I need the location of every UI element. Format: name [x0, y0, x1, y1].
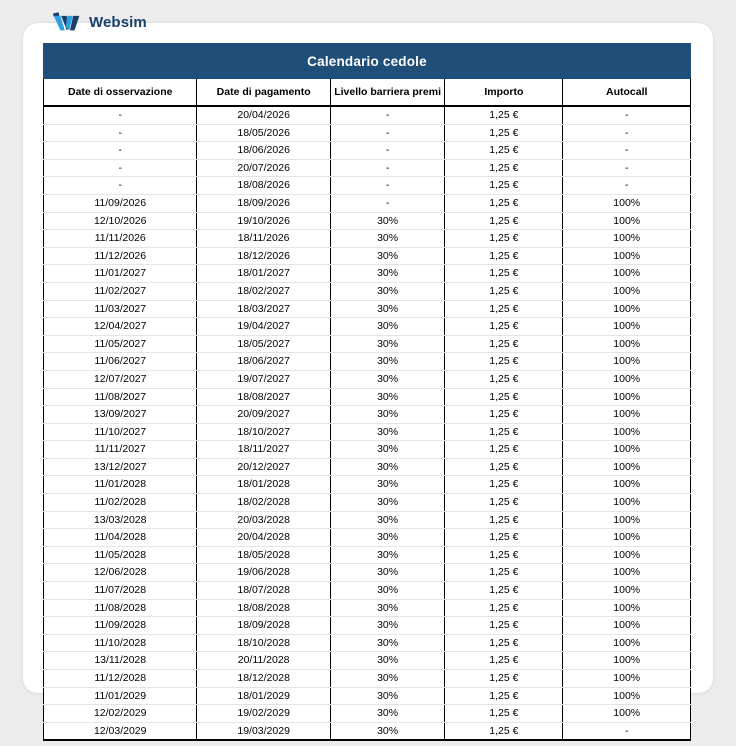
cell-importo: 1,25 € — [445, 670, 563, 688]
table-head — [44, 44, 691, 107]
cell-livello-barriera-premi: 30% — [330, 687, 445, 705]
cell-livello-barriera-premi: - — [330, 194, 445, 212]
cell-date-pagamento: 18/02/2027 — [197, 282, 330, 300]
cell-date-osservazione: 13/09/2027 — [44, 406, 197, 424]
cell-date-pagamento: 20/11/2028 — [197, 652, 330, 670]
cell-date-osservazione: 11/01/2028 — [44, 476, 197, 494]
cell-livello-barriera-premi: 30% — [330, 353, 445, 371]
cell-importo: 1,25 € — [445, 722, 563, 740]
cell-date-osservazione: - — [44, 159, 197, 177]
cell-importo: 1,25 € — [445, 564, 563, 582]
cell-date-pagamento: 18/12/2028 — [197, 670, 330, 688]
table-row — [44, 546, 691, 564]
cell-autocall: 100% — [563, 441, 691, 459]
cell-autocall: 100% — [563, 318, 691, 336]
cell-autocall: 100% — [563, 687, 691, 705]
table-row — [44, 142, 691, 160]
cell-autocall: 100% — [563, 335, 691, 353]
cell-date-osservazione: 11/02/2027 — [44, 282, 197, 300]
cell-importo: 1,25 € — [445, 282, 563, 300]
table-row — [44, 124, 691, 142]
cell-date-osservazione: 11/09/2026 — [44, 194, 197, 212]
cell-date-osservazione: 11/05/2027 — [44, 335, 197, 353]
calendario-cedole-table — [43, 43, 691, 741]
cell-livello-barriera-premi: - — [330, 159, 445, 177]
cell-date-osservazione: 13/03/2028 — [44, 511, 197, 529]
table-row — [44, 406, 691, 424]
cell-importo: 1,25 € — [445, 582, 563, 600]
table-row — [44, 458, 691, 476]
cell-importo: 1,25 € — [445, 529, 563, 547]
cell-date-pagamento: 18/11/2027 — [197, 441, 330, 459]
cell-autocall: 100% — [563, 458, 691, 476]
cell-date-osservazione: 12/10/2026 — [44, 212, 197, 230]
table-row — [44, 494, 691, 512]
cell-autocall: - — [563, 177, 691, 195]
cell-date-pagamento: 18/11/2026 — [197, 230, 330, 248]
column-header-date-osservazione[interactable]: Date di osservazione — [44, 79, 197, 107]
cell-importo: 1,25 € — [445, 177, 563, 195]
cell-livello-barriera-premi: 30% — [330, 406, 445, 424]
table-row — [44, 370, 691, 388]
cell-date-osservazione: 11/03/2027 — [44, 300, 197, 318]
column-header-livello-barriera-premi[interactable]: Livello barriera premi — [330, 79, 445, 107]
cell-date-osservazione: 11/04/2028 — [44, 529, 197, 547]
cell-date-pagamento: 18/05/2027 — [197, 335, 330, 353]
table-row — [44, 318, 691, 336]
cell-importo: 1,25 € — [445, 212, 563, 230]
cell-date-pagamento: 20/12/2027 — [197, 458, 330, 476]
cell-autocall: 100% — [563, 194, 691, 212]
cell-date-pagamento: 19/07/2027 — [197, 370, 330, 388]
cell-importo: 1,25 € — [445, 370, 563, 388]
cell-date-pagamento: 18/01/2028 — [197, 476, 330, 494]
cell-livello-barriera-premi: 30% — [330, 335, 445, 353]
cell-livello-barriera-premi: 30% — [330, 318, 445, 336]
cell-date-osservazione: 11/01/2029 — [44, 687, 197, 705]
table-row — [44, 705, 691, 723]
table-row — [44, 194, 691, 212]
table-row — [44, 335, 691, 353]
table-row — [44, 159, 691, 177]
cell-importo: 1,25 € — [445, 388, 563, 406]
cell-date-pagamento: 20/04/2028 — [197, 529, 330, 547]
table-row — [44, 230, 691, 248]
cell-date-osservazione: - — [44, 106, 197, 124]
cell-livello-barriera-premi: 30% — [330, 705, 445, 723]
cell-date-osservazione: 13/12/2027 — [44, 458, 197, 476]
table-title-row — [44, 44, 691, 79]
cell-livello-barriera-premi: 30% — [330, 247, 445, 265]
cell-autocall: 100% — [563, 617, 691, 635]
cell-importo: 1,25 € — [445, 617, 563, 635]
table-row — [44, 212, 691, 230]
cell-livello-barriera-premi: 30% — [330, 370, 445, 388]
cell-livello-barriera-premi: 30% — [330, 423, 445, 441]
cell-date-osservazione: 11/06/2027 — [44, 353, 197, 371]
cell-importo: 1,25 € — [445, 300, 563, 318]
cell-livello-barriera-premi: 30% — [330, 582, 445, 600]
cell-livello-barriera-premi: 30% — [330, 670, 445, 688]
cell-livello-barriera-premi: 30% — [330, 476, 445, 494]
cell-date-pagamento: 19/02/2029 — [197, 705, 330, 723]
brand-logo[interactable] — [52, 8, 147, 36]
cell-livello-barriera-premi: 30% — [330, 494, 445, 512]
cell-date-osservazione: - — [44, 177, 197, 195]
cell-autocall: 100% — [563, 212, 691, 230]
cell-date-pagamento: 19/03/2029 — [197, 722, 330, 740]
cell-date-pagamento: 18/08/2027 — [197, 388, 330, 406]
cell-autocall: - — [563, 106, 691, 124]
cell-importo: 1,25 € — [445, 652, 563, 670]
cell-date-osservazione: 12/04/2027 — [44, 318, 197, 336]
cell-livello-barriera-premi: 30% — [330, 265, 445, 283]
cell-autocall: 100% — [563, 511, 691, 529]
cell-date-osservazione: 11/09/2028 — [44, 617, 197, 635]
table-row — [44, 652, 691, 670]
table-row — [44, 106, 691, 124]
cell-importo: 1,25 € — [445, 247, 563, 265]
cell-autocall: - — [563, 142, 691, 160]
cell-date-osservazione: 12/06/2028 — [44, 564, 197, 582]
column-header-date-pagamento[interactable]: Date di pagamento — [197, 79, 330, 107]
cell-autocall: 100% — [563, 634, 691, 652]
cell-date-pagamento: 18/03/2027 — [197, 300, 330, 318]
cell-livello-barriera-premi: 30% — [330, 300, 445, 318]
cell-livello-barriera-premi: 30% — [330, 282, 445, 300]
cell-importo: 1,25 € — [445, 476, 563, 494]
cell-autocall: 100% — [563, 670, 691, 688]
cell-autocall: 100% — [563, 353, 691, 371]
cell-date-osservazione: 11/01/2027 — [44, 265, 197, 283]
cell-livello-barriera-premi: 30% — [330, 564, 445, 582]
cell-importo: 1,25 € — [445, 423, 563, 441]
cell-date-osservazione: 11/08/2028 — [44, 599, 197, 617]
cell-livello-barriera-premi: - — [330, 177, 445, 195]
cell-importo: 1,25 € — [445, 511, 563, 529]
cell-livello-barriera-premi: 30% — [330, 388, 445, 406]
cell-date-pagamento: 18/09/2026 — [197, 194, 330, 212]
cell-livello-barriera-premi: 30% — [330, 599, 445, 617]
cell-date-pagamento: 18/05/2028 — [197, 546, 330, 564]
table-row — [44, 476, 691, 494]
table-row — [44, 599, 691, 617]
cell-date-pagamento: 18/05/2026 — [197, 124, 330, 142]
cell-date-osservazione: 11/11/2027 — [44, 441, 197, 459]
cell-date-pagamento: 18/02/2028 — [197, 494, 330, 512]
websim-w-logo-icon — [52, 11, 82, 33]
cell-importo: 1,25 € — [445, 159, 563, 177]
table-title: Calendario cedole — [44, 44, 691, 79]
cell-importo: 1,25 € — [445, 599, 563, 617]
cell-livello-barriera-premi: - — [330, 106, 445, 124]
cell-date-pagamento: 19/10/2026 — [197, 212, 330, 230]
cell-importo: 1,25 € — [445, 441, 563, 459]
cell-importo: 1,25 € — [445, 705, 563, 723]
cell-date-osservazione: 11/02/2028 — [44, 494, 197, 512]
cell-autocall: 100% — [563, 370, 691, 388]
table-row — [44, 423, 691, 441]
cell-date-osservazione: 11/12/2026 — [44, 247, 197, 265]
cell-livello-barriera-premi: 30% — [330, 634, 445, 652]
cell-autocall: 100% — [563, 529, 691, 547]
calendario-cedole-table-wrap — [43, 43, 691, 741]
cell-date-pagamento: 18/07/2028 — [197, 582, 330, 600]
brand-name: Websim — [89, 13, 147, 31]
cell-autocall: 100% — [563, 652, 691, 670]
table-column-header-row — [44, 79, 691, 107]
cell-livello-barriera-premi: 30% — [330, 546, 445, 564]
cell-autocall: 100% — [563, 300, 691, 318]
cell-date-pagamento: 18/01/2027 — [197, 265, 330, 283]
cell-livello-barriera-premi: 30% — [330, 652, 445, 670]
cell-autocall: - — [563, 124, 691, 142]
cell-importo: 1,25 € — [445, 687, 563, 705]
cell-livello-barriera-premi: 30% — [330, 511, 445, 529]
cell-autocall: - — [563, 722, 691, 740]
column-header-importo[interactable]: Importo — [445, 79, 563, 107]
cell-date-pagamento: 19/04/2027 — [197, 318, 330, 336]
cell-livello-barriera-premi: - — [330, 142, 445, 160]
cell-importo: 1,25 € — [445, 458, 563, 476]
cell-livello-barriera-premi: 30% — [330, 617, 445, 635]
cell-date-osservazione: 12/03/2029 — [44, 722, 197, 740]
cell-importo: 1,25 € — [445, 335, 563, 353]
cell-date-pagamento: 18/10/2027 — [197, 423, 330, 441]
cell-importo: 1,25 € — [445, 318, 563, 336]
table-row — [44, 441, 691, 459]
cell-date-osservazione: - — [44, 142, 197, 160]
cell-importo: 1,25 € — [445, 194, 563, 212]
cell-autocall: - — [563, 159, 691, 177]
cell-importo: 1,25 € — [445, 265, 563, 283]
cell-importo: 1,25 € — [445, 106, 563, 124]
cell-date-osservazione: 12/07/2027 — [44, 370, 197, 388]
cell-importo: 1,25 € — [445, 230, 563, 248]
cell-date-pagamento: 19/06/2028 — [197, 564, 330, 582]
table-row — [44, 722, 691, 740]
table-row — [44, 388, 691, 406]
cell-date-osservazione: 11/10/2028 — [44, 634, 197, 652]
cell-livello-barriera-premi: 30% — [330, 212, 445, 230]
table-row — [44, 300, 691, 318]
cell-date-pagamento: 18/08/2028 — [197, 599, 330, 617]
cell-autocall: 100% — [563, 282, 691, 300]
cell-importo: 1,25 € — [445, 494, 563, 512]
table-body — [44, 106, 691, 740]
cell-livello-barriera-premi: 30% — [330, 230, 445, 248]
table-row — [44, 511, 691, 529]
table-row — [44, 564, 691, 582]
cell-date-osservazione: 11/10/2027 — [44, 423, 197, 441]
cell-date-pagamento: 18/08/2026 — [197, 177, 330, 195]
cell-autocall: 100% — [563, 494, 691, 512]
cell-autocall: 100% — [563, 230, 691, 248]
cell-date-osservazione: 13/11/2028 — [44, 652, 197, 670]
table-row — [44, 265, 691, 283]
cell-date-pagamento: 18/10/2028 — [197, 634, 330, 652]
table-row — [44, 177, 691, 195]
cell-autocall: 100% — [563, 546, 691, 564]
cell-date-osservazione: - — [44, 124, 197, 142]
column-header-autocall[interactable]: Autocall — [563, 79, 691, 107]
cell-livello-barriera-premi: - — [330, 124, 445, 142]
table-row — [44, 617, 691, 635]
cell-importo: 1,25 € — [445, 634, 563, 652]
table-row — [44, 582, 691, 600]
cell-livello-barriera-premi: 30% — [330, 441, 445, 459]
cell-date-osservazione: 11/07/2028 — [44, 582, 197, 600]
cell-autocall: 100% — [563, 247, 691, 265]
table-row — [44, 282, 691, 300]
cell-date-pagamento: 18/09/2028 — [197, 617, 330, 635]
table-row — [44, 634, 691, 652]
cell-date-osservazione: 11/12/2028 — [44, 670, 197, 688]
cell-autocall: 100% — [563, 582, 691, 600]
cell-date-osservazione: 12/02/2029 — [44, 705, 197, 723]
table-row — [44, 353, 691, 371]
table-row — [44, 529, 691, 547]
cell-date-pagamento: 20/03/2028 — [197, 511, 330, 529]
cell-autocall: 100% — [563, 564, 691, 582]
cell-importo: 1,25 € — [445, 546, 563, 564]
table-row — [44, 247, 691, 265]
cell-date-pagamento: 20/04/2026 — [197, 106, 330, 124]
cell-importo: 1,25 € — [445, 406, 563, 424]
cell-date-osservazione: 11/08/2027 — [44, 388, 197, 406]
cell-date-pagamento: 18/06/2026 — [197, 142, 330, 160]
cell-date-pagamento: 20/07/2026 — [197, 159, 330, 177]
cell-livello-barriera-premi: 30% — [330, 529, 445, 547]
cell-date-pagamento: 20/09/2027 — [197, 406, 330, 424]
cell-date-osservazione: 11/05/2028 — [44, 546, 197, 564]
cell-importo: 1,25 € — [445, 142, 563, 160]
cell-autocall: 100% — [563, 423, 691, 441]
cell-autocall: 100% — [563, 599, 691, 617]
cell-autocall: 100% — [563, 476, 691, 494]
cell-autocall: 100% — [563, 406, 691, 424]
table-row — [44, 687, 691, 705]
cell-importo: 1,25 € — [445, 124, 563, 142]
cell-autocall: 100% — [563, 265, 691, 283]
cell-date-osservazione: 11/11/2026 — [44, 230, 197, 248]
cell-livello-barriera-premi: 30% — [330, 722, 445, 740]
table-row — [44, 670, 691, 688]
cell-date-pagamento: 18/12/2026 — [197, 247, 330, 265]
cell-livello-barriera-premi: 30% — [330, 458, 445, 476]
cell-date-pagamento: 18/01/2029 — [197, 687, 330, 705]
cell-importo: 1,25 € — [445, 353, 563, 371]
cell-date-pagamento: 18/06/2027 — [197, 353, 330, 371]
cell-autocall: 100% — [563, 705, 691, 723]
cell-autocall: 100% — [563, 388, 691, 406]
